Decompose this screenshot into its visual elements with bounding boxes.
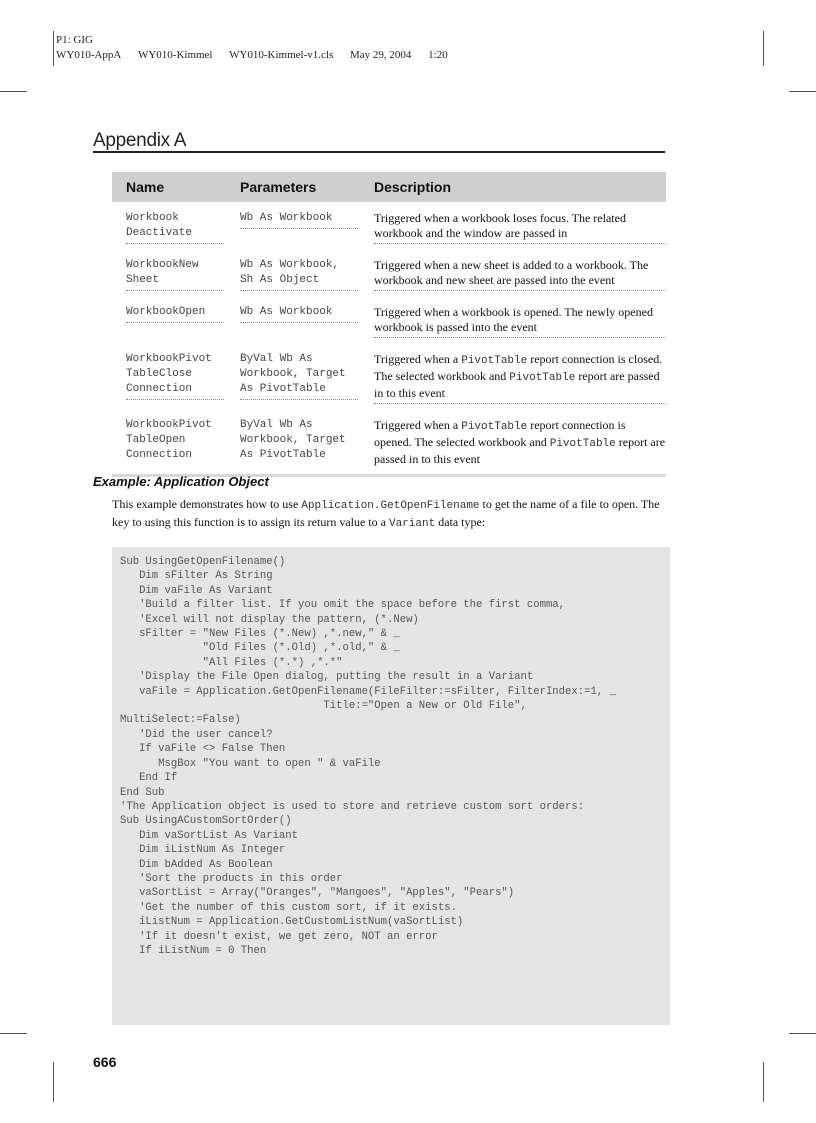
- event-name: Workbook Deactivate: [126, 211, 224, 244]
- event-name: WorkbookPivot TableClose Connection: [126, 352, 224, 400]
- event-parameters: Wb As Workbook: [240, 211, 358, 229]
- inline-code: Variant: [388, 518, 436, 530]
- table-row: [112, 343, 666, 409]
- event-description: [374, 418, 666, 469]
- inline-code: Application.GetOpenFilename: [301, 500, 480, 512]
- header-line-1: P1: GIG: [56, 34, 93, 46]
- column-header-parameters: Parameters: [236, 172, 370, 202]
- running-header: [56, 33, 462, 63]
- inline-code: PivotTable: [461, 355, 528, 367]
- event-description: Triggered when a new sheet is added to a workbook. The workbook and new sheet are passed into the event: [374, 258, 666, 291]
- example-paragraph: [112, 496, 668, 532]
- table-row: [112, 409, 666, 476]
- event-parameters: ByVal Wb As Workbook, Target As PivotTable: [240, 419, 346, 461]
- events-table: [112, 172, 666, 477]
- inline-code: PivotTable: [509, 372, 576, 384]
- event-name: WorkbookOpen: [126, 305, 224, 323]
- event-description: Triggered when a workbook is opened. The newly opened workbook is passed into the event: [374, 305, 666, 338]
- header-file-id: WY010-AppA: [56, 49, 122, 61]
- header-time: 1:20: [428, 49, 448, 61]
- event-parameters: Wb As Workbook: [240, 305, 358, 323]
- table-row: [112, 296, 666, 343]
- title-rule: [93, 151, 665, 153]
- crop-mark-top-left: [53, 31, 54, 66]
- desc-text: Triggered when a: [374, 418, 462, 432]
- trim-mark-bottom-left: [0, 1033, 27, 1034]
- header-line-2: [56, 48, 462, 63]
- crop-mark-bottom-left: [53, 1062, 54, 1102]
- crop-mark-top-right: [763, 31, 764, 66]
- page-number: 666: [93, 1054, 117, 1070]
- header-date: May 29, 2004: [350, 49, 412, 61]
- table-row: [112, 202, 666, 249]
- section-title: Appendix A: [93, 130, 187, 151]
- code-text: Sub UsingGetOpenFilename() Dim sFilter As String Dim vaFile As Variant 'Build a filter list. If you omit the space before the first comma, 'Excel will not display the pattern, (*.New) sFilter = "New Files (*.New) ,*.new," & _ "Old Files (*.Old) ,*.old," & _ "All Files (*.*) ,*.*" 'Display the File Open dialog, putting the result in a Variant vaFile = Application.GetOpenFilename(FileFilter:=sFilter, FilterIndex:=1, _ Title:="Open a New or Old File", MultiSelect:=False) 'Did the user cancel? If vaFile <> False Then MsgBox "You want to open " & vaFile End If End Sub 'The Application object is used to store and retrieve custom sort orders: Sub UsingACustomSortOrder() Dim vaSortList As Variant Dim iListNum As Integer Dim bAdded As Boolean 'Sort the products in this order vaSortList = Array("Oranges", "Mangoes", "Apples", "Pears") 'Get the number of this custom sort, if it exists. iListNum = Application.GetCustomListNum(vaSortList) 'If it doesn't exist, we get zero, NOT an error If iListNum = 0 Then: [120, 556, 616, 957]
- trim-mark-top-left: [0, 91, 27, 92]
- example-heading: Example: Application Object: [93, 474, 269, 489]
- event-name: WorkbookPivot TableOpen Connection: [126, 419, 212, 461]
- inline-code: PivotTable: [461, 421, 528, 433]
- header-author-id: WY010-Kimmel: [137, 49, 213, 61]
- column-header-description: Description: [370, 172, 666, 202]
- crop-mark-bottom-right: [763, 1062, 764, 1102]
- event-parameters: Wb As Workbook, Sh As Object: [240, 258, 358, 291]
- event-description: [374, 352, 666, 404]
- event-name: WorkbookNew Sheet: [126, 258, 224, 291]
- desc-text: Triggered when a: [374, 352, 462, 366]
- table-header-row: [112, 172, 666, 202]
- trim-mark-bottom-right: [789, 1033, 816, 1034]
- table-row: [112, 249, 666, 296]
- para-text: data type:: [435, 515, 486, 529]
- inline-code: PivotTable: [549, 438, 616, 450]
- event-description: Triggered when a workbook loses focus. The related workbook and the window are passed in: [374, 211, 666, 244]
- column-header-name: Name: [112, 172, 236, 202]
- trim-mark-top-right: [789, 91, 816, 92]
- para-text: to get the name of a file to open. The key to using this function is to assign its return value to a: [112, 497, 660, 529]
- desc-text: report are passed in to this event: [374, 369, 660, 400]
- event-parameters: ByVal Wb As Workbook, Target As PivotTable: [240, 352, 358, 400]
- desc-text: report connection is closed. The selected workbook and: [374, 352, 663, 383]
- para-text: This example demonstrates how to use: [112, 497, 302, 511]
- desc-text: report connection is opened. The selected workbook and: [374, 418, 626, 449]
- desc-text: report are passed in to this event: [374, 435, 666, 466]
- code-listing: [112, 547, 670, 1025]
- header-cls-id: WY010-Kimmel-v1.cls: [229, 49, 334, 61]
